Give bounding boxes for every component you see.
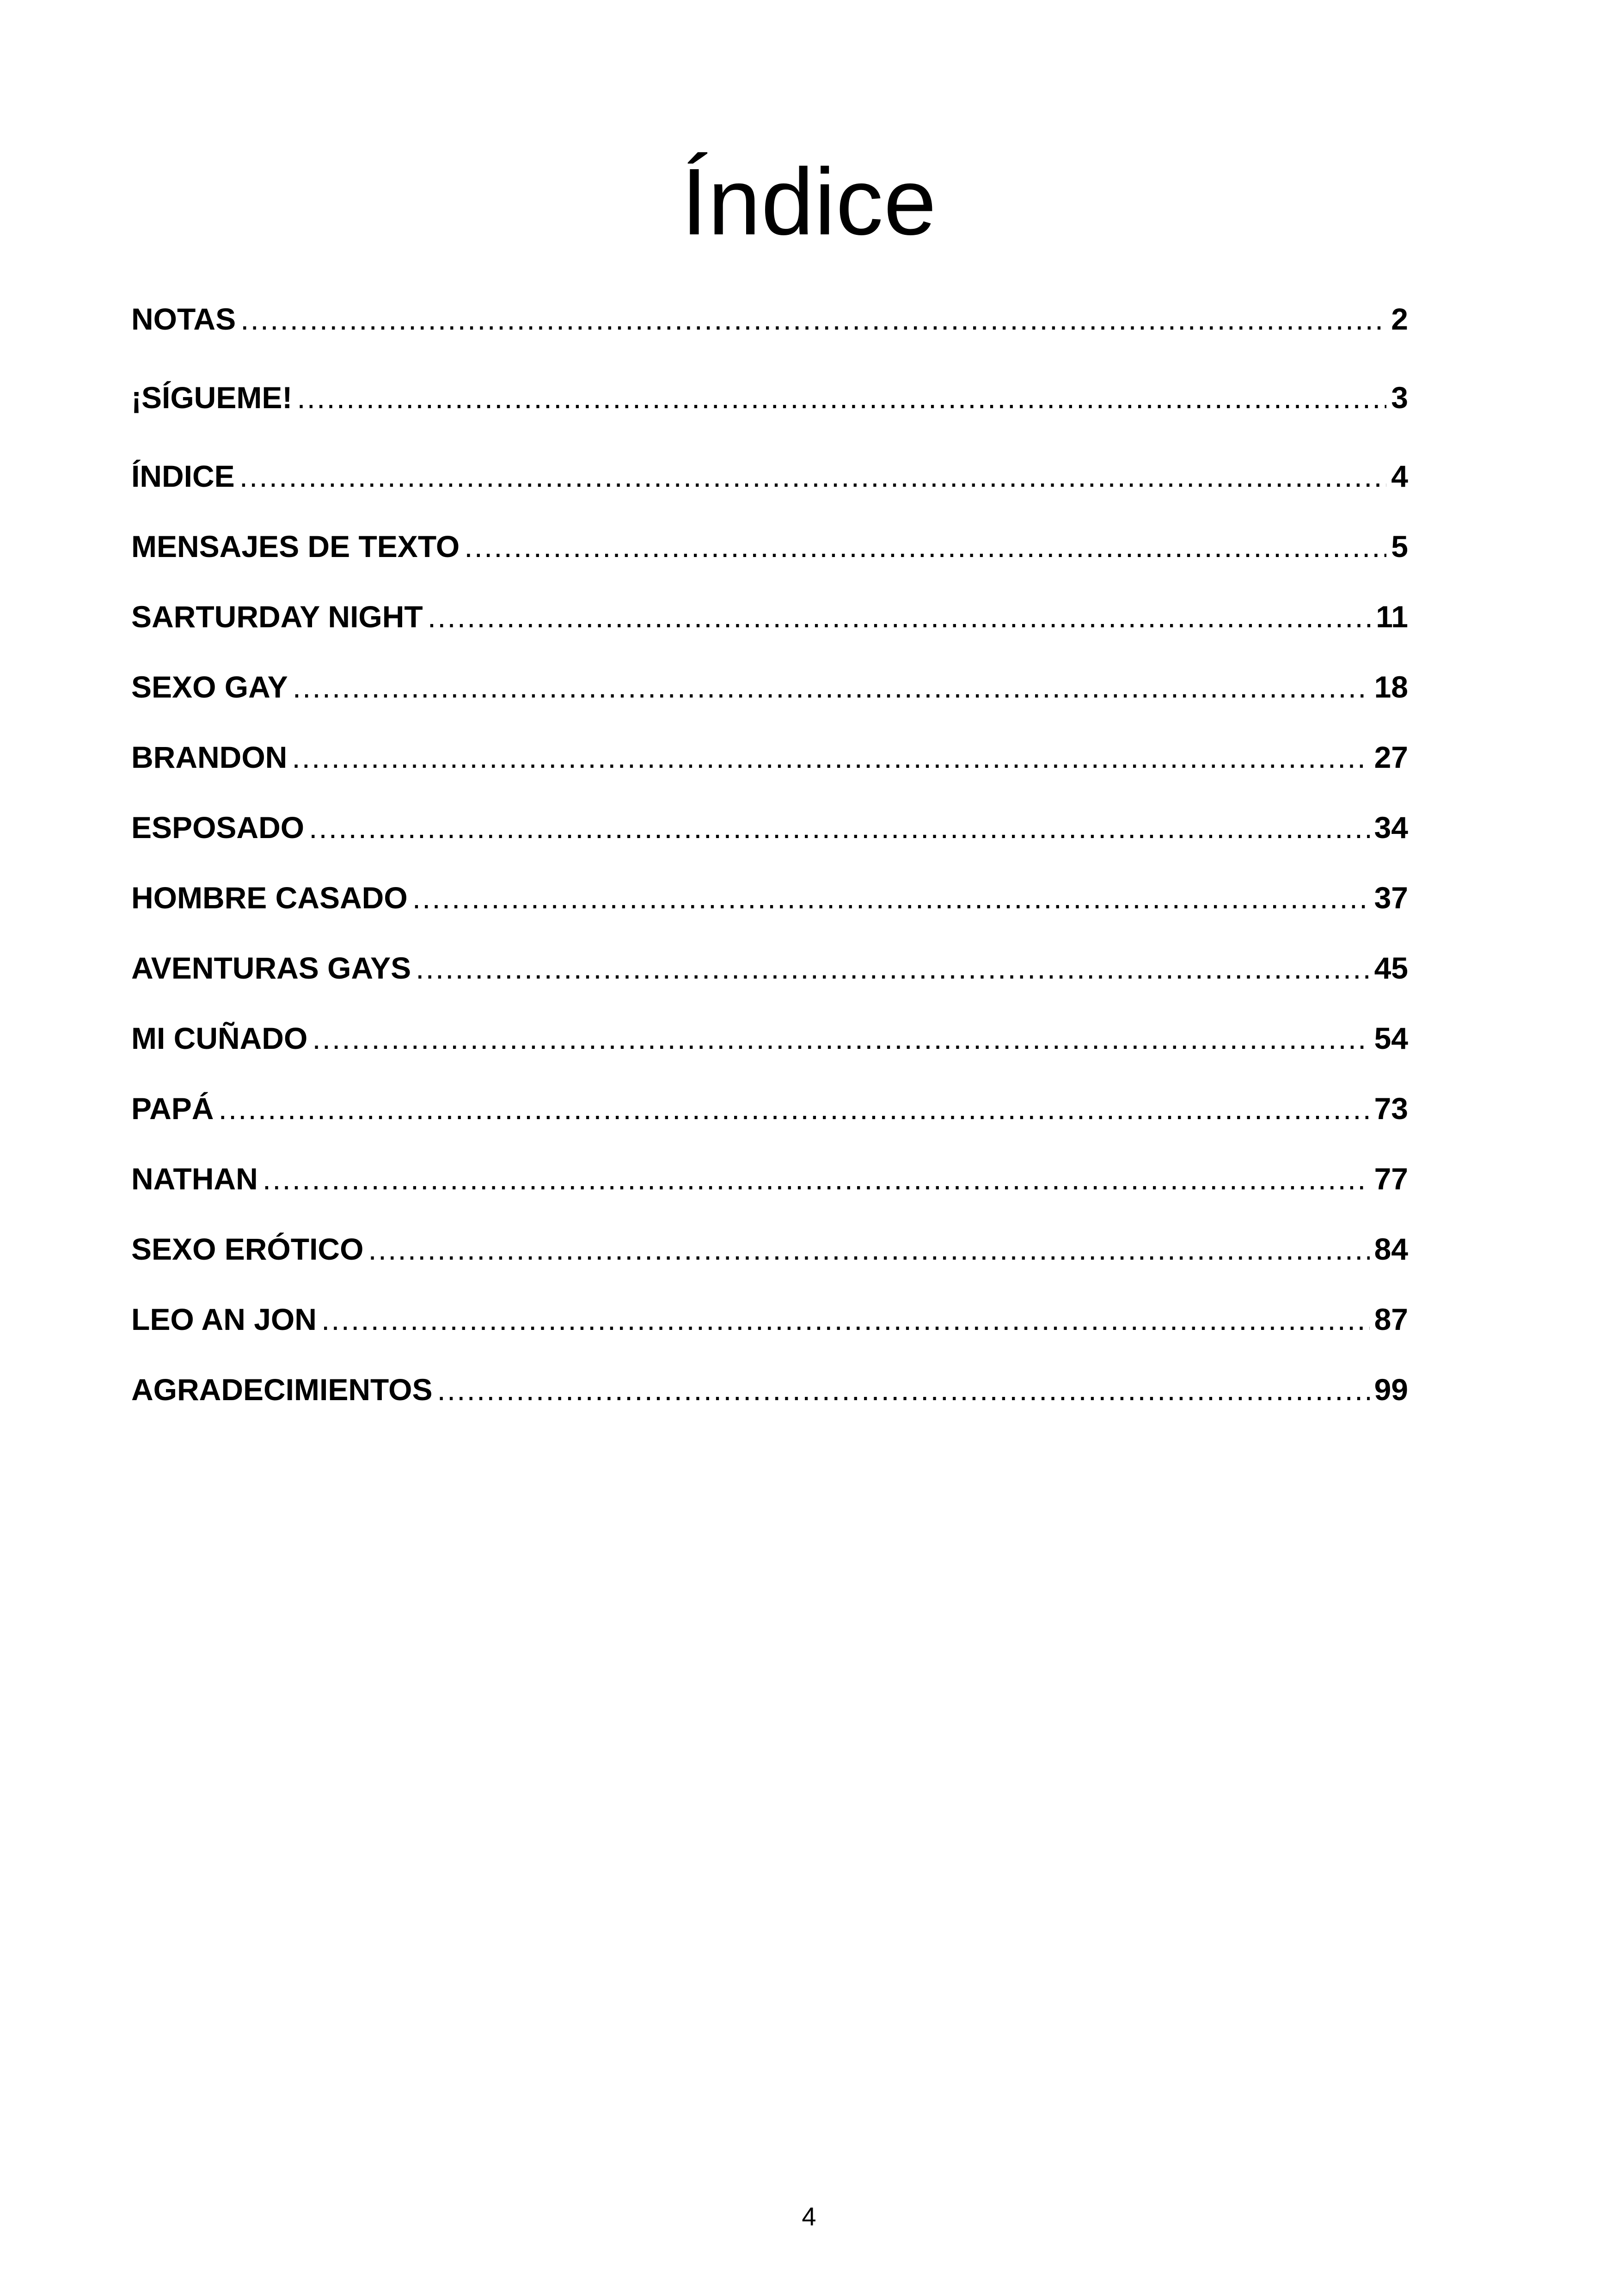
- toc-dot-leader: [412, 879, 1370, 916]
- toc-entry-label: NATHAN: [131, 1162, 258, 1196]
- toc-entry-label: AGRADECIMIENTOS: [131, 1372, 433, 1407]
- toc-dot-leader: [416, 949, 1369, 986]
- toc-dot-leader: [218, 1090, 1369, 1127]
- toc-entry-sexo-gay[interactable]: [131, 635, 1408, 705]
- toc-entry-label: ¡SÍGUEME!: [131, 380, 293, 415]
- toc-entry-page: 37: [1374, 881, 1408, 915]
- toc-entry-label: LEO AN JON: [131, 1302, 317, 1336]
- toc-entry-indice[interactable]: [131, 416, 1408, 495]
- toc-dot-leader: [464, 528, 1386, 565]
- toc-entry-notas[interactable]: [131, 259, 1408, 337]
- toc-entry-mi-cunado[interactable]: [131, 986, 1408, 1057]
- toc-entry-aventuras-gays[interactable]: [131, 916, 1408, 986]
- toc-entry-page: 18: [1374, 670, 1408, 704]
- toc-entry-esposado[interactable]: [131, 776, 1408, 846]
- toc-entry-sexo-erotico[interactable]: [131, 1197, 1408, 1267]
- toc-entry-label: SEXO GAY: [131, 670, 288, 704]
- toc-entry-label: ÍNDICE: [131, 459, 235, 493]
- toc-dot-leader: [297, 379, 1386, 416]
- toc-entry-page: 45: [1374, 951, 1408, 985]
- toc-dot-leader: [263, 1160, 1370, 1197]
- toc-entry-sigueme[interactable]: [131, 337, 1408, 416]
- toc-entry-page: 34: [1374, 810, 1408, 845]
- toc-entry-agradecimientos[interactable]: [131, 1338, 1408, 1408]
- toc-entry-label: MI CUÑADO: [131, 1021, 308, 1055]
- toc-dot-leader: [239, 458, 1387, 495]
- toc-dot-leader: [312, 1020, 1369, 1057]
- toc-entry-page: 5: [1391, 529, 1408, 563]
- toc-entry-page: 84: [1374, 1232, 1408, 1266]
- toc-dot-leader: [240, 300, 1386, 337]
- toc-entry-page: 54: [1374, 1021, 1408, 1055]
- toc-entry-label: BRANDON: [131, 740, 288, 774]
- table-of-contents: [131, 259, 1408, 1408]
- toc-dot-leader: [292, 739, 1369, 776]
- toc-entry-page: 73: [1374, 1091, 1408, 1126]
- toc-entry-papa[interactable]: [131, 1057, 1408, 1127]
- toc-dot-leader: [437, 1371, 1370, 1408]
- toc-entry-label: PAPÁ: [131, 1091, 214, 1126]
- toc-entry-label: SEXO ERÓTICO: [131, 1232, 364, 1266]
- toc-entry-label: MENSAJES DE TEXTO: [131, 529, 460, 563]
- toc-entry-page: 99: [1374, 1372, 1408, 1407]
- toc-entry-label: ESPOSADO: [131, 810, 305, 845]
- toc-entry-page: 87: [1374, 1302, 1408, 1336]
- toc-entry-leo-an-jon[interactable]: [131, 1267, 1408, 1338]
- toc-entry-label: HOMBRE CASADO: [131, 881, 408, 915]
- toc-entry-page: 3: [1391, 380, 1408, 415]
- toc-entry-page: 2: [1391, 302, 1408, 336]
- toc-entry-nathan[interactable]: [131, 1127, 1408, 1197]
- page-title: Índice: [681, 149, 937, 255]
- toc-dot-leader: [321, 1301, 1370, 1338]
- toc-entry-hombre-casado[interactable]: [131, 846, 1408, 916]
- toc-entry-label: SARTURDAY NIGHT: [131, 600, 423, 634]
- toc-entry-brandon[interactable]: [131, 705, 1408, 776]
- toc-dot-leader: [428, 598, 1371, 635]
- toc-dot-leader: [368, 1231, 1369, 1267]
- page-number: 4: [802, 2202, 816, 2231]
- toc-entry-label: AVENTURAS GAYS: [131, 951, 411, 985]
- toc-dot-leader: [309, 809, 1369, 846]
- toc-dot-leader: [293, 668, 1370, 705]
- toc-entry-page: 27: [1374, 740, 1408, 774]
- toc-entry-page: 77: [1374, 1162, 1408, 1196]
- toc-entry-page: 11: [1376, 600, 1408, 634]
- toc-entry-sarturday-night[interactable]: [131, 565, 1408, 635]
- toc-entry-page: 4: [1391, 459, 1408, 493]
- toc-entry-mensajes-de-texto[interactable]: [131, 495, 1408, 565]
- toc-entry-label: NOTAS: [131, 302, 236, 336]
